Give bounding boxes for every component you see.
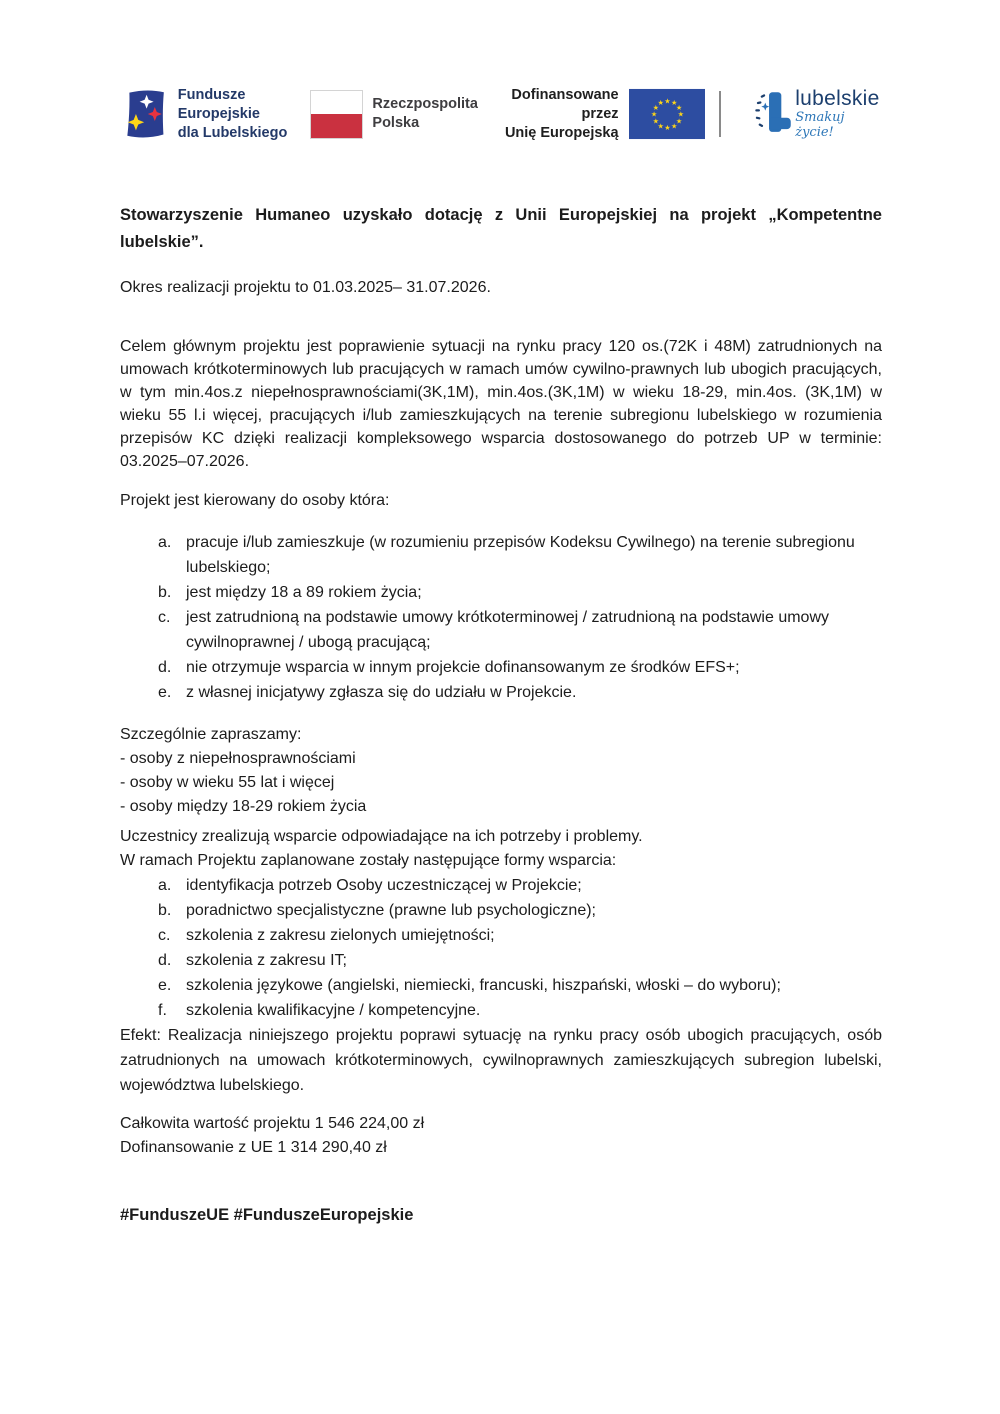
list-item-text: jest między 18 a 89 rokiem życia;	[186, 584, 422, 601]
svg-text:★: ★	[675, 102, 682, 112]
total-project-value: Całkowita wartość projektu 1 546 224,00 zł	[120, 1115, 425, 1132]
financials	[120, 1112, 882, 1160]
support-list	[120, 873, 882, 1023]
support-list-item	[158, 873, 882, 898]
list-item-text: pracuje i/lub zamieszkuje (w rozumieniu przepisów Kodeksu Cywilnego) na terenie subregionu lubelskiego;	[186, 534, 855, 576]
eu-flag-icon	[629, 86, 706, 142]
pl-logo-line2: Polska	[372, 115, 420, 131]
list-item-text: identyfikacja potrzeb Osoby uczestniczącej w Projekcie;	[186, 877, 582, 894]
hashtags: #FunduszeUE #FunduszeEuropejskie	[120, 1206, 414, 1224]
list-item-text: szkolenia kwalifikacyjne / kompetencyjne.	[186, 1002, 481, 1019]
list-marker: a.	[158, 877, 172, 894]
support-section	[120, 825, 882, 873]
list-item-text: jest zatrudnioną na podstawie umowy krótkoterminowej / zatrudnioną na podstawie umowy cywilnoprawnej / ubogą pracującą;	[186, 609, 830, 651]
list-marker: f.	[158, 1002, 167, 1019]
lubelskie-l-icon	[753, 89, 791, 139]
svg-text:★: ★	[657, 98, 664, 108]
svg-text:★: ★	[650, 109, 657, 119]
fundusze-europejskie-logo	[122, 84, 304, 144]
logo-divider	[719, 91, 721, 137]
list-item-text: szkolenia językowe (angielski, niemiecki, francuski, hiszpański, włoski – do wyboru);	[186, 977, 781, 994]
pl-logo-line1: Rzeczpospolita	[372, 96, 478, 112]
svg-text:★: ★	[663, 123, 671, 133]
fe-logo-line2: dla Lubelskiego	[177, 124, 288, 141]
svg-text:★: ★	[675, 116, 682, 126]
support-list-item	[158, 948, 882, 973]
target-list-item	[158, 580, 882, 605]
project-period: Okres realizacji projektu to 01.03.2025– 31.07.2026.	[120, 279, 491, 296]
support-line2: W ramach Projektu zaplanowane zostały następujące formy wsparcia:	[120, 852, 617, 869]
project-goal-paragraph: Celem głównym projektu jest poprawienie sytuacji na rynku pracy 120 os.(72K i 48M) zatrudnionych na umowach krótkoterminowych lub pracujących w ramach umów cywilno-prawnych lub ubogich pracujących, w tym min.4os.z niepełnosprawnościami(3K,1M), min.4os.(3K,1M) w wieku 18-29, min.4os. (3K,1M) w wieku 55 l.i więcej, pracujących i/lub zamieszkujących na terenie subregionu lubelskiego w rozumienia przepisów KC dzięki realizacji kompleksowego wsparcia dostosowanego do potrzeb UP w terminie: 03.2025–07.2026.	[120, 338, 882, 470]
target-list-item	[158, 530, 882, 580]
svg-text:★: ★	[677, 109, 684, 119]
svg-text:★: ★	[670, 98, 677, 108]
eu-funding-value: Dofinansowanie z UE 1 314 290,40 zł	[120, 1139, 387, 1156]
list-marker: e.	[158, 977, 172, 994]
document-title: Stowarzyszenie Humaneo uzyskało dotację z Unii Europejskiej na projekt „Kompetentne lubelskie”.	[120, 206, 882, 251]
eu-funding-logo	[486, 86, 706, 143]
document-body	[120, 202, 882, 1227]
support-list-item	[158, 898, 882, 923]
support-list-item	[158, 973, 882, 998]
eu-logo-line2: Unię Europejską	[504, 124, 619, 141]
list-marker: b.	[158, 584, 172, 601]
support-list-item	[158, 923, 882, 948]
lubelskie-logo-tagline: Smakuj życie!	[795, 109, 845, 140]
list-marker: b.	[158, 902, 172, 919]
invite-section	[120, 723, 882, 819]
list-marker: d.	[158, 659, 172, 676]
lubelskie-logo	[753, 86, 882, 140]
invite-item: - osoby w wieku 55 lat i więcej	[120, 774, 335, 791]
list-marker: a.	[158, 534, 172, 551]
poland-flag-icon	[310, 90, 363, 139]
invite-item: - osoby między 18-29 rokiem życia	[120, 798, 367, 815]
fe-logo-line1: Fundusze Europejskie	[177, 86, 260, 122]
effect-paragraph: Efekt: Realizacja niniejszego projektu poprawi sytuację na rynku pracy osób ubogich pracujących, osób zatrudnionych na umowach krótkoterminowych, cywilnoprawnych zamieszkujących subregion lubelski, województwa lubelskiego.	[120, 1027, 882, 1094]
invite-header: Szczególnie zapraszamy:	[120, 726, 302, 743]
svg-text:★: ★	[652, 116, 659, 126]
lubelskie-logo-name: lubelskie	[795, 86, 880, 110]
target-list-item	[158, 605, 882, 655]
svg-text:★: ★	[657, 121, 664, 131]
list-marker: e.	[158, 684, 172, 701]
list-marker: c.	[158, 927, 171, 944]
rzeczpospolita-polska-logo	[310, 90, 478, 139]
support-line1: Uczestnicy zrealizują wsparcie odpowiadające na ich potrzeby i problemy.	[120, 828, 643, 845]
target-list-item	[158, 655, 882, 680]
list-marker: c.	[158, 609, 171, 626]
target-intro: Projekt jest kierowany do osoby która:	[120, 492, 390, 509]
eu-logo-line1: Dofinansowane przez	[511, 86, 619, 122]
invite-item: - osoby z niepełnosprawnościami	[120, 750, 356, 767]
target-list-item	[158, 680, 882, 705]
target-list	[120, 530, 882, 705]
svg-text:★: ★	[652, 102, 659, 112]
svg-text:★: ★	[670, 121, 677, 131]
list-item-text: szkolenia z zakresu IT;	[186, 952, 347, 969]
list-item-text: poradnictwo specjalistyczne (prawne lub psychologiczne);	[186, 902, 596, 919]
support-list-item	[158, 998, 882, 1023]
list-item-text: z własnej inicjatywy zgłasza się do udziału w Projekcie.	[186, 684, 577, 701]
list-item-text: nie otrzymuje wsparcia w innym projekcie dofinansowanym ze środków EFS+;	[186, 659, 740, 676]
fe-flag-icon	[122, 84, 169, 144]
svg-text:★: ★	[663, 96, 671, 106]
logo-strip	[122, 82, 882, 146]
list-item-text: szkolenia z zakresu zielonych umiejętności;	[186, 927, 495, 944]
list-marker: d.	[158, 952, 172, 969]
